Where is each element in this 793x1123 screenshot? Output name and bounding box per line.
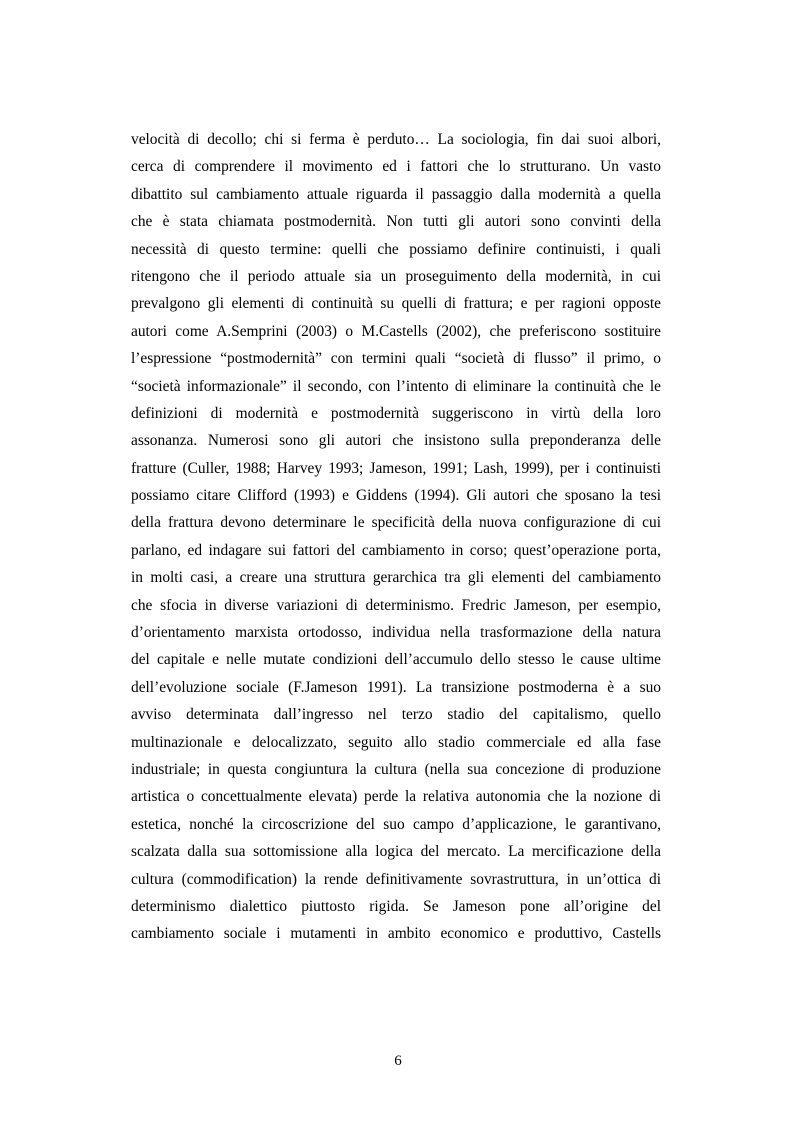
text-line-13: fratture (Culler, 1988; Harvey 1993; Jameson, 1991; Lash, 1999), per i continuisti bbox=[131, 459, 661, 477]
text-line-6: ritengono che il periodo attuale sia un proseguimento della modernità, in cui bbox=[131, 267, 661, 285]
text-line-1: velocità di decollo; chi si ferma è perduto… La sociologia, fin dai suoi albori, bbox=[131, 131, 661, 148]
text-line-4: che è stata chiamata postmodernità. Non tutti gli autori sono convinti della bbox=[131, 213, 661, 231]
text-line-18: che sfocia in diverse variazioni di determinismo. Fredric Jameson, per esempio, bbox=[131, 596, 661, 614]
body-paragraph bbox=[131, 126, 661, 948]
text-line-9: l’espressione “postmodernità” con termini quali “società di flusso” il primo, o bbox=[131, 350, 661, 368]
text-line-27: scalzata dalla sua sottomissione alla logica del mercato. La mercificazione della bbox=[131, 843, 661, 861]
text-line-2: cerca di comprendere il movimento ed i fattori che lo strutturano. Un vasto bbox=[131, 158, 661, 176]
text-line-17: in molti casi, a creare una struttura gerarchica tra gli elementi del cambiamento bbox=[131, 569, 661, 587]
page-number: 6 bbox=[394, 1053, 402, 1069]
text-line-11: definizioni di modernità e postmodernità suggeriscono in virtù della loro bbox=[131, 404, 661, 422]
text-line-19: d’orientamento marxista ortodosso, individua nella trasformazione della natura bbox=[131, 624, 661, 642]
text-line-21: dell’evoluzione sociale (F.Jameson 1991). La transizione postmoderna è a suo bbox=[131, 678, 661, 696]
text-line-16: parlano, ed indagare sui fattori del cambiamento in corso; quest’operazione porta, bbox=[131, 541, 661, 559]
text-line-23: multinazionale e delocalizzato, seguito allo stadio commerciale ed alla fase bbox=[131, 733, 661, 751]
text-line-12: assonanza. Numerosi sono gli autori che insistono sulla preponderanza delle bbox=[131, 432, 661, 450]
text-line-25: artistica o concettualmente elevata) perde la relativa autonomia che la nozione di bbox=[131, 788, 661, 806]
text-line-30: cambiamento sociale i mutamenti in ambito economico e produttivo, Castells bbox=[131, 925, 661, 943]
text-line-24: industriale; in questa congiuntura la cultura (nella sua concezione di produzione bbox=[131, 760, 661, 778]
text-line-22: avviso determinata dall’ingresso nel terzo stadio del capitalismo, quello bbox=[131, 706, 661, 724]
text-line-20: del capitale e nelle mutate condizioni dell’accumulo dello stesso le cause ultime bbox=[131, 651, 661, 669]
text-line-29: determinismo dialettico piuttosto rigida. Se Jameson pone all’origine del bbox=[131, 897, 661, 915]
text-line-3: dibattito sul cambiamento attuale riguarda il passaggio dalla modernità a quella bbox=[131, 185, 661, 203]
text-line-28: cultura (commodification) la rende definitivamente sovrastruttura, in un’ottica di bbox=[131, 870, 661, 888]
text-line-14: possiamo citare Clifford (1993) e Giddens (1994). Gli autori che sposano la tesi bbox=[131, 487, 661, 505]
text-line-10: “società informazionale” il secondo, con l’intento di eliminare la continuità che le bbox=[131, 377, 661, 395]
text-line-15: della frattura devono determinare le specificità della nuova configurazione di cui bbox=[131, 514, 661, 532]
text-line-8: autori come A.Semprini (2003) o M.Castells (2002), che preferiscono sostituire bbox=[131, 322, 661, 340]
text-line-7: prevalgono gli elementi di continuità su quelli di frattura; e per ragioni opposte bbox=[131, 295, 661, 313]
text-line-26: estetica, nonché la circoscrizione del suo campo d’applicazione, le garantivano, bbox=[131, 815, 661, 833]
text-line-5: necessità di questo termine: quelli che possiamo definire continuisti, i quali bbox=[131, 240, 661, 258]
